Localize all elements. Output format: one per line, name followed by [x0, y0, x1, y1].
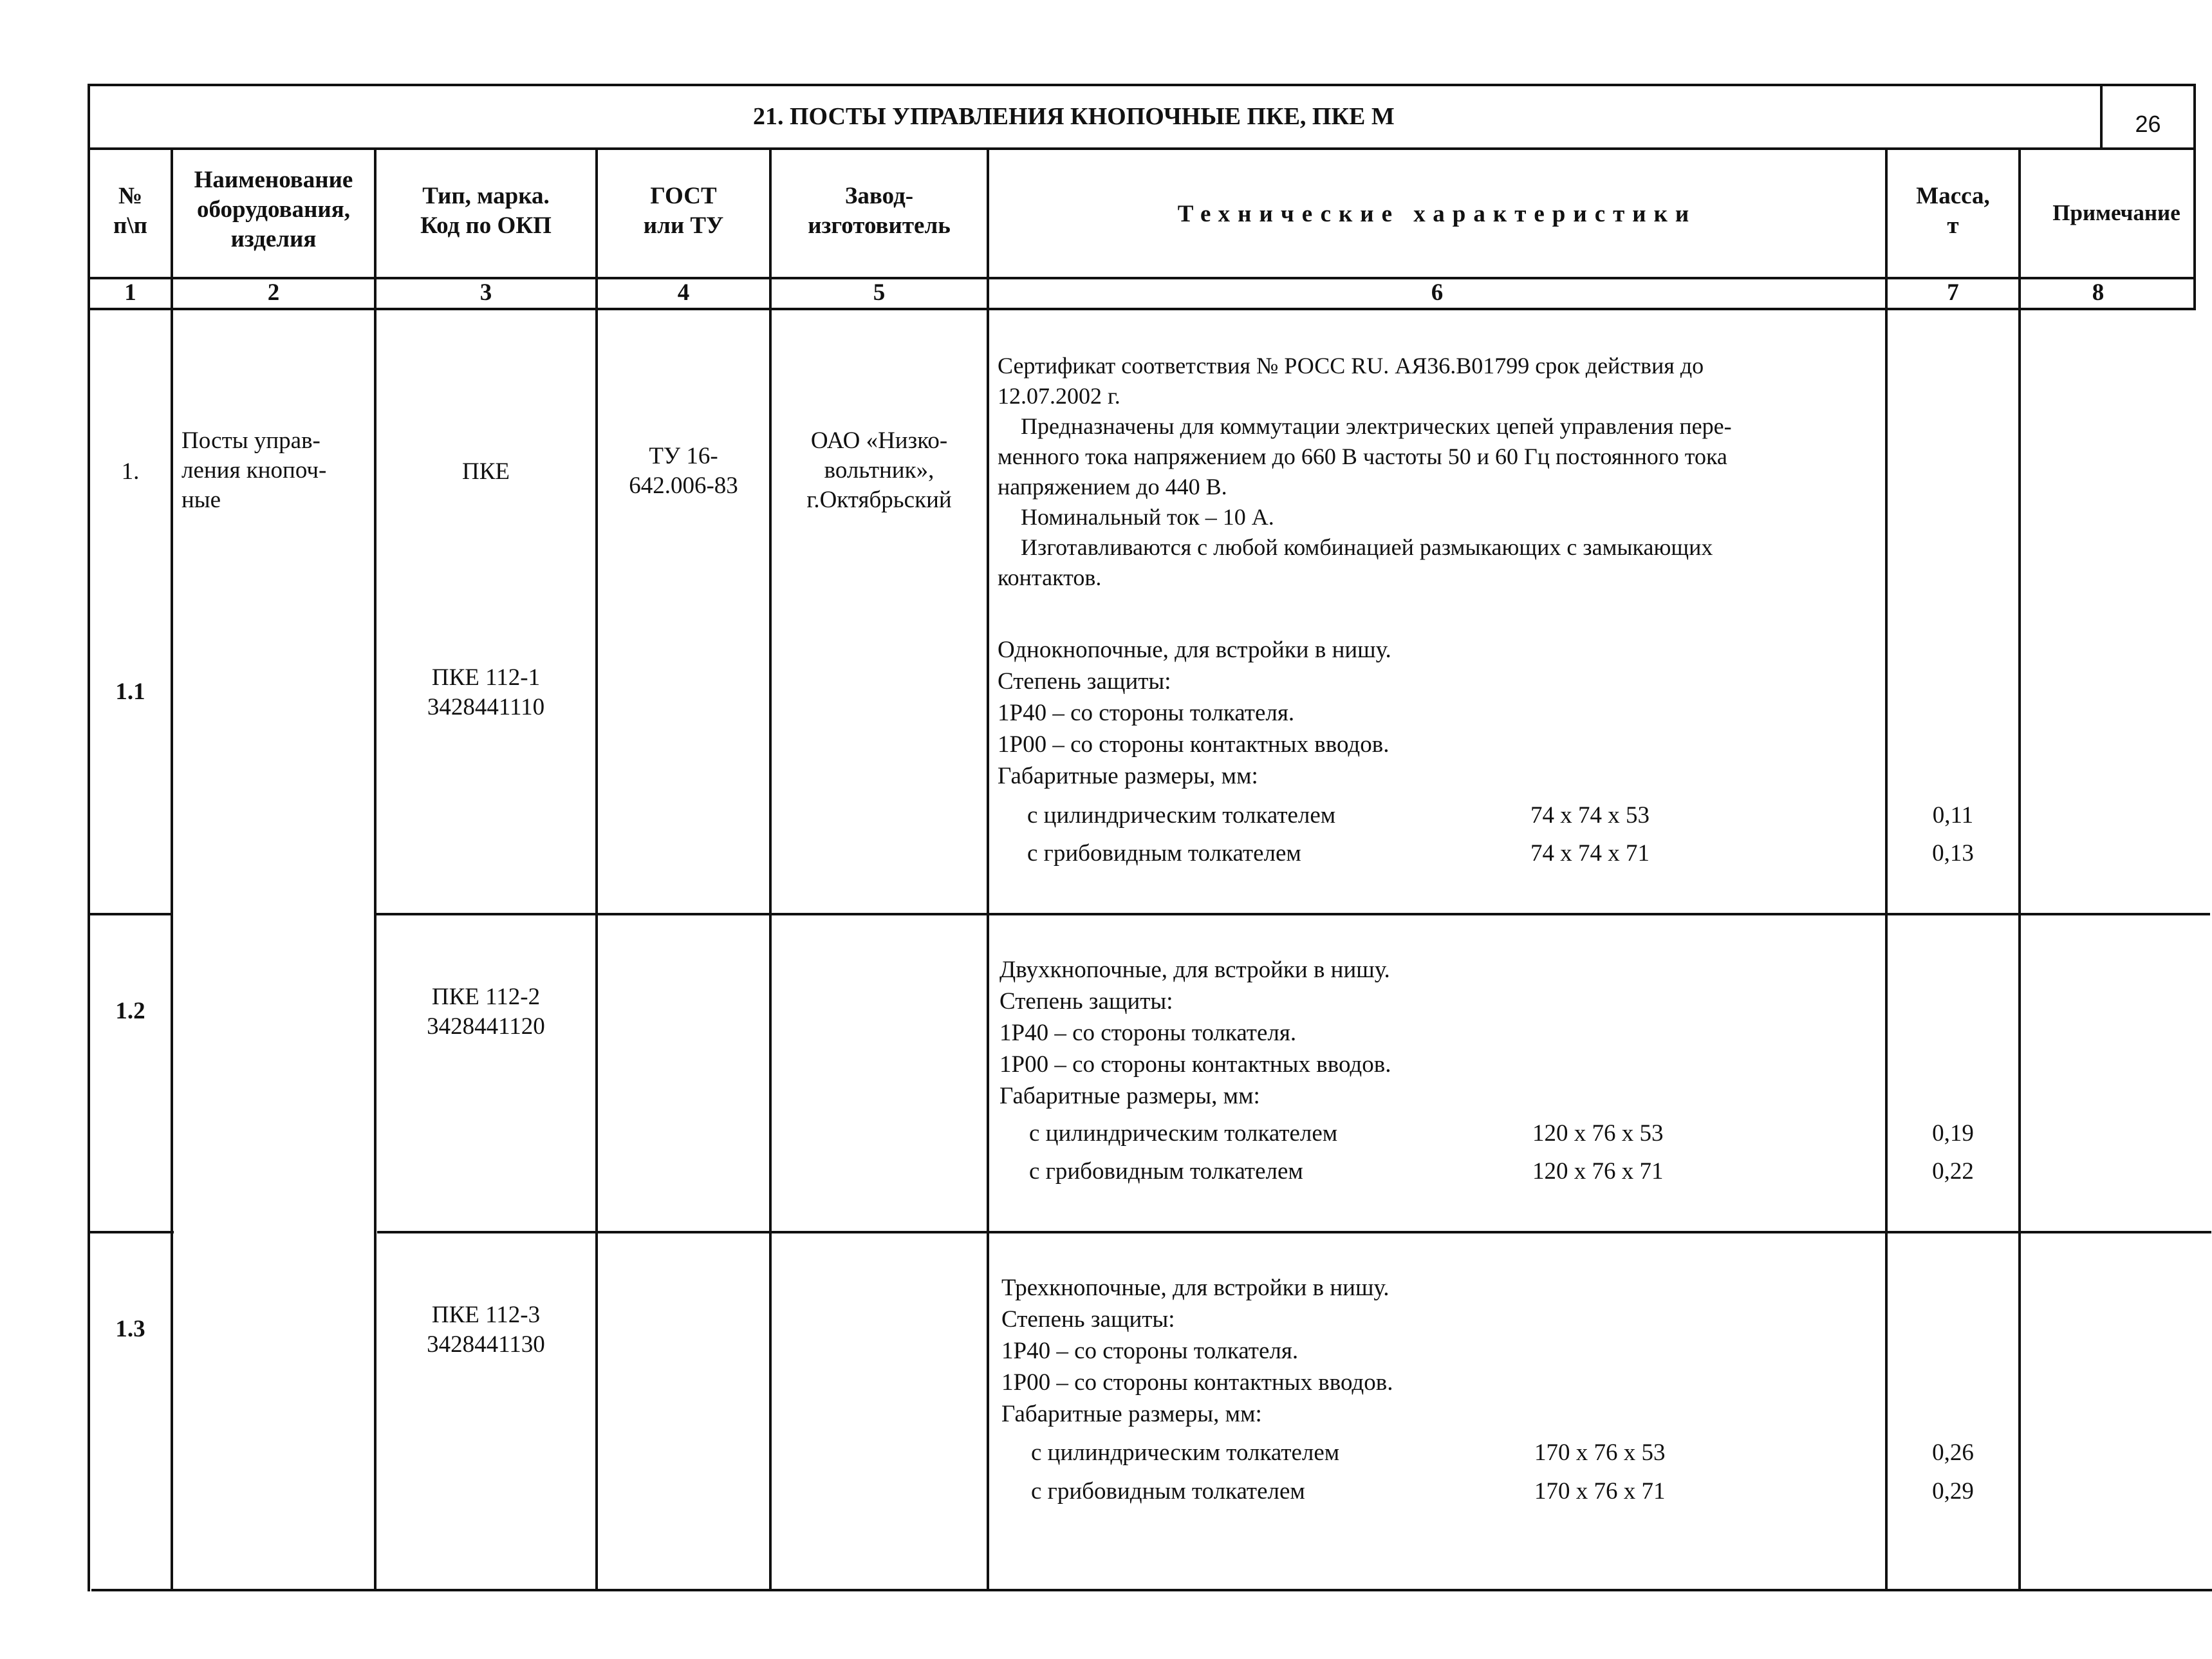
line-bottom [91, 1589, 2212, 1591]
line-row12-top-right [376, 913, 2210, 915]
line-col6 [1885, 147, 1888, 1591]
row12-line1-dims: 120 х 76 х 53 [1532, 1120, 1664, 1147]
colnum-8: 8 [2092, 279, 2105, 306]
line-col2 [374, 147, 376, 1591]
colnum-5: 5 [873, 279, 886, 306]
row13-line1-label: с цилиндрическим толкателем [1031, 1439, 1340, 1466]
colnum-1: 1 [124, 279, 136, 306]
row11-line2-dims: 74 х 74 х 71 [1530, 840, 1650, 867]
row1-number: 1. [121, 458, 140, 485]
row13-line1-dims: 170 х 76 х 53 [1534, 1439, 1666, 1466]
line-row13-top-left [90, 1231, 174, 1233]
header-col6: Технические характеристики [1177, 201, 1697, 227]
line-right [2193, 84, 2196, 309]
header-col8: Примечание [2052, 200, 2180, 225]
row13-line2-mass: 0,29 [1932, 1478, 1974, 1504]
header-col3: Тип, марка. Код по ОКП [420, 183, 552, 239]
line-col5 [987, 147, 989, 1591]
row1-maker: ОАО «Низко- вольтник», г.Октябрьский [806, 427, 952, 513]
line-col4 [769, 147, 772, 1591]
header-col2: Наименование оборудования, изделия [194, 167, 353, 252]
row13-line2-dims: 170 х 76 х 71 [1534, 1478, 1666, 1504]
colnum-7: 7 [1947, 279, 1959, 306]
row12-line1-mass: 0,19 [1932, 1120, 1974, 1147]
line-row12-top-left [89, 913, 172, 915]
row12-line2-dims: 120 х 76 х 71 [1532, 1158, 1664, 1185]
row13-line2-label: с грибовидным толкателем [1031, 1478, 1305, 1504]
page-number: 26 [2135, 111, 2161, 137]
row1-gost: ТУ 16- 642.006-83 [629, 443, 738, 499]
line-left [88, 84, 90, 1591]
line-title-bottom [88, 147, 2196, 150]
row12-line2-mass: 0,22 [1932, 1158, 1974, 1185]
row1-spec: Сертификат соответствия № РОСС RU. АЯ36.В01799 срок действия до 12.07.2002 г. Предназначены для коммутации электрических цепей управления пере- менного тока напряжением до 660 В частоты 50 и 60 Гц постоянного тока напряжением до 440 В. Номинальный ток – 10 А. Изготавливаются с любой комбинацией размыкающих с замыкающих контактов. [998, 353, 1732, 590]
row13-type: ПКЕ 112-3 3428441130 [427, 1302, 545, 1358]
row12-number: 1.2 [115, 998, 145, 1024]
row12-type: ПКЕ 112-2 3428441120 [427, 984, 545, 1040]
colnum-3: 3 [479, 279, 492, 306]
row12-line1-label: с цилиндрическим толкателем [1029, 1120, 1338, 1147]
row11-line2-label: с грибовидным толкателем [1027, 840, 1301, 867]
row12-line2-label: с грибовидным толкателем [1029, 1158, 1303, 1185]
row11-line1-label: с цилиндрическим толкателем [1027, 802, 1336, 829]
row12-spec: Двухкнопочные, для встройки в нишу. Степень защиты: 1Р40 – со стороны толкателя. 1Р00 – со стороны контактных вводов. Габаритные размеры, мм: [999, 957, 1391, 1109]
line-col3 [595, 147, 598, 1591]
header-col7: Масса, т [1916, 183, 1990, 239]
colnum-4: 4 [677, 279, 690, 306]
header-col4: ГОСТ или ТУ [643, 183, 724, 239]
header-col5: Завод- изготовитель [808, 183, 951, 239]
line-numbers-bottom [88, 308, 2196, 310]
line-col1 [171, 147, 173, 1591]
row1-type: ПКЕ [462, 458, 510, 485]
row13-line1-mass: 0,26 [1932, 1439, 1974, 1466]
row13-spec: Трехкнопочные, для встройки в нишу. Степень защиты: 1Р40 – со стороны толкателя. 1Р00 – со стороны контактных вводов. Габаритные размеры, мм: [1001, 1275, 1393, 1427]
row13-number: 1.3 [115, 1316, 145, 1342]
row1-name: Посты управ- ления кнопоч- ные [181, 427, 327, 513]
row11-line1-dims: 74 х 74 х 53 [1530, 802, 1650, 829]
row11-spec: Однокнопочные, для встройки в нишу. Степень защиты: 1Р40 – со стороны толкателя. 1Р00 – со стороны контактных вводов. Габаритные размеры, мм: [998, 637, 1391, 789]
header-col1: № п\п [113, 183, 147, 239]
row11-line1-mass: 0,11 [1932, 802, 1974, 829]
line-row13-top-right [377, 1231, 2211, 1233]
colnum-6: 6 [1431, 279, 1444, 306]
row11-number: 1.1 [115, 679, 145, 705]
colnum-2: 2 [267, 279, 280, 306]
row11-type: ПКЕ 112-1 3428441110 [427, 664, 545, 720]
page-title: 21. ПОСТЫ УПРАВЛЕНИЯ КНОПОЧНЫЕ ПКЕ, ПКЕ М [753, 103, 1395, 130]
line-col7 [2018, 147, 2021, 1591]
row11-line2-mass: 0,13 [1932, 840, 1974, 867]
line-top [88, 84, 2196, 86]
